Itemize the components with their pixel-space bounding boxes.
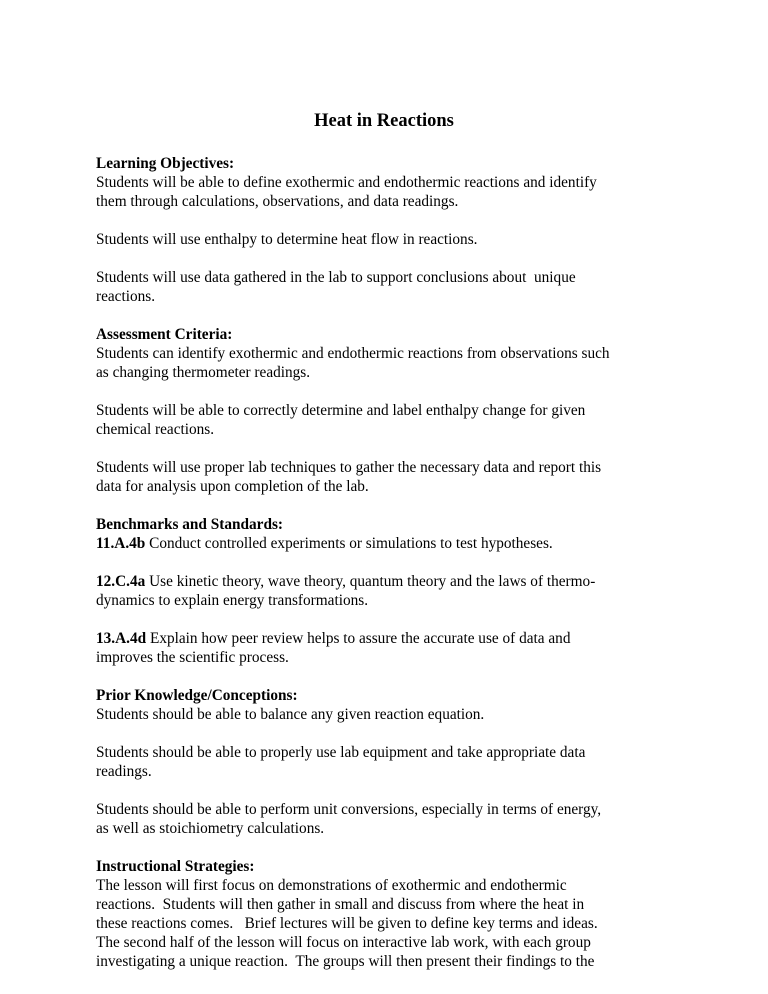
text-line [96, 192, 696, 211]
line-text: Students should be able to perform unit conversions, especially in terms of energy, [96, 801, 602, 818]
blank-line [96, 306, 696, 325]
section-heading: Benchmarks and Standards: [96, 516, 284, 533]
blank-line [96, 838, 696, 857]
section [96, 857, 696, 971]
line-text: reactions. [96, 288, 156, 305]
text-line [96, 819, 696, 838]
blank-line [96, 553, 696, 572]
section [96, 686, 696, 838]
line-text: Conduct controlled experiments or simulations to test hypotheses. [145, 535, 553, 552]
blank-line [96, 667, 696, 686]
line-text: Use kinetic theory, wave theory, quantum theory and the laws of thermo- [145, 573, 596, 590]
paragraph [96, 344, 696, 382]
text-line [96, 743, 696, 762]
text-line [96, 876, 696, 895]
line-text: chemical reactions. [96, 421, 215, 438]
line-text: them through calculations, observations, and data readings. [96, 193, 459, 210]
document-body [96, 154, 696, 971]
line-text: improves the scientific process. [96, 649, 289, 666]
text-line [96, 800, 696, 819]
text-line [96, 477, 696, 496]
document-title: Heat in Reactions [314, 111, 454, 131]
text-line [96, 933, 696, 952]
paragraph [96, 743, 696, 781]
blank-line [96, 211, 696, 230]
text-line [96, 648, 696, 667]
line-text: Explain how peer review helps to assure the accurate use of data and [146, 630, 571, 647]
text-line [96, 705, 696, 724]
paragraph [96, 629, 696, 667]
line-text: Students will use enthalpy to determine heat flow in reactions. [96, 231, 478, 248]
section-heading: Assessment Criteria: [96, 326, 233, 343]
text-line [96, 629, 696, 648]
text-line [96, 762, 696, 781]
blank-line [96, 382, 696, 401]
line-text: Students should be able to properly use lab equipment and take appropriate data [96, 744, 586, 761]
text-line [96, 230, 696, 249]
standard-code: 12.C.4a [96, 573, 146, 590]
line-text: these reactions comes. Brief lectures will be given to define key terms and ideas. [96, 915, 598, 932]
blank-line [96, 781, 696, 800]
text-line [96, 344, 696, 363]
text-line [96, 914, 696, 933]
line-text: Students will be able to define exothermic and endothermic reactions and identify [96, 174, 597, 191]
line-text: investigating a unique reaction. The groups will then present their findings to the [96, 953, 595, 970]
line-text: Students should be able to balance any given reaction equation. [96, 706, 485, 723]
text-line [96, 268, 696, 287]
paragraph [96, 173, 696, 211]
text-line [96, 401, 696, 420]
blank-line [96, 724, 696, 743]
section-heading: Learning Objectives: [96, 155, 235, 172]
section [96, 154, 696, 306]
paragraph [96, 268, 696, 306]
paragraph [96, 800, 696, 838]
line-text: dynamics to explain energy transformations. [96, 592, 369, 609]
standard-code: 13.A.4d [96, 630, 147, 647]
line-text: Students can identify exothermic and endothermic reactions from observations such [96, 345, 610, 362]
section-heading: Prior Knowledge/Conceptions: [96, 687, 298, 704]
line-text: as well as stoichiometry calculations. [96, 820, 325, 837]
blank-line [96, 439, 696, 458]
paragraph [96, 458, 696, 496]
line-text: The lesson will first focus on demonstrations of exothermic and endothermic [96, 877, 567, 894]
text-line [96, 895, 696, 914]
text-line [96, 591, 696, 610]
text-line [96, 173, 696, 192]
text-line [96, 952, 696, 971]
text-line [96, 420, 696, 439]
line-text: Students will use data gathered in the lab to support conclusions about unique [96, 269, 576, 286]
text-line [96, 572, 696, 591]
line-text: data for analysis upon completion of the lab. [96, 478, 369, 495]
line-text: as changing thermometer readings. [96, 364, 311, 381]
line-text: Students will be able to correctly determine and label enthalpy change for given [96, 402, 586, 419]
text-line [96, 458, 696, 477]
paragraph [96, 534, 696, 553]
line-text: Students will use proper lab techniques to gather the necessary data and report this [96, 459, 602, 476]
paragraph [96, 230, 696, 249]
text-line [96, 287, 696, 306]
text-line [96, 534, 696, 553]
text-line [96, 363, 696, 382]
section [96, 325, 696, 496]
blank-line [96, 249, 696, 268]
paragraph [96, 876, 696, 971]
paragraph [96, 705, 696, 724]
section [96, 515, 696, 667]
line-text: The second half of the lesson will focus on interactive lab work, with each group [96, 934, 591, 951]
line-text: reactions. Students will then gather in small and discuss from where the heat in [96, 896, 585, 913]
standard-code: 11.A.4b [96, 535, 146, 552]
blank-line [96, 610, 696, 629]
paragraph [96, 401, 696, 439]
paragraph [96, 572, 696, 610]
line-text: readings. [96, 763, 152, 780]
blank-line [96, 496, 696, 515]
section-heading: Instructional Strategies: [96, 858, 255, 875]
